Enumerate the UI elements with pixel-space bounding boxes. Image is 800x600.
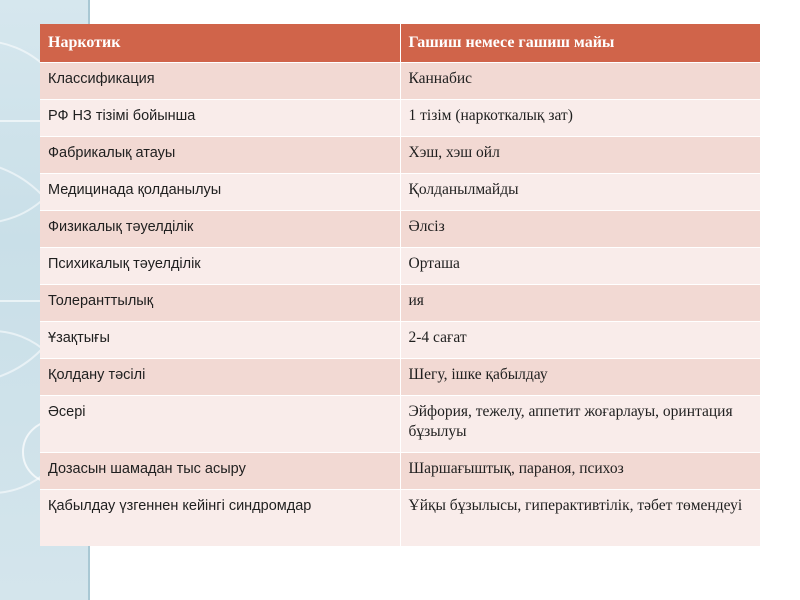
- table-row: [40, 490, 760, 547]
- row-label: Ұзақтығы: [40, 322, 400, 359]
- row-value: Шегу, ішке қабылдау: [400, 359, 760, 396]
- table-row: [40, 63, 760, 100]
- row-value: Каннабис: [400, 63, 760, 100]
- table-row: [40, 100, 760, 137]
- table-row: [40, 285, 760, 322]
- row-label: Әсері: [40, 396, 400, 453]
- table-row: [40, 453, 760, 490]
- row-label: Классификация: [40, 63, 400, 100]
- row-value: ия: [400, 285, 760, 322]
- row-value: 2-4 сағат: [400, 322, 760, 359]
- table-header-row: [40, 24, 760, 63]
- table-row: [40, 137, 760, 174]
- row-value: Эйфория, тежелу, аппетит жоғарлауы, оринтация бұзылуы: [400, 396, 760, 453]
- row-label: Толеранттылық: [40, 285, 400, 322]
- header-cell-substance: Гашиш немесе гашиш майы: [400, 24, 760, 63]
- row-label: Медицинада қолданылуы: [40, 174, 400, 211]
- table-row: [40, 248, 760, 285]
- table-row: [40, 174, 760, 211]
- row-value: Ұйқы бұзылысы, гиперактивтілік, тәбет төмендеуі: [400, 490, 760, 547]
- drug-info-table: [40, 24, 760, 546]
- table-row: [40, 322, 760, 359]
- row-value: Шаршағыштық, параноя, психоз: [400, 453, 760, 490]
- row-label: Психикалық тәуелділік: [40, 248, 400, 285]
- table-row: [40, 396, 760, 453]
- header-cell-drug: Наркотик: [40, 24, 400, 63]
- row-value: Қолданылмайды: [400, 174, 760, 211]
- row-label: Қолдану тәсілі: [40, 359, 400, 396]
- row-value: Әлсіз: [400, 211, 760, 248]
- row-value: Орташа: [400, 248, 760, 285]
- table-row: [40, 211, 760, 248]
- row-value: 1 тізім (наркоткалық зат): [400, 100, 760, 137]
- row-label: РФ НЗ тізімі бойынша: [40, 100, 400, 137]
- row-label: Дозасын шамадан тыс асыру: [40, 453, 400, 490]
- row-label: Физикалық тәуелділік: [40, 211, 400, 248]
- table-row: [40, 359, 760, 396]
- row-label: Қабылдау үзгеннен кейінгі синдромдар: [40, 490, 400, 547]
- drug-info-table-container: [40, 24, 760, 546]
- row-label: Фабрикалық атауы: [40, 137, 400, 174]
- row-value: Хэш, хэш ойл: [400, 137, 760, 174]
